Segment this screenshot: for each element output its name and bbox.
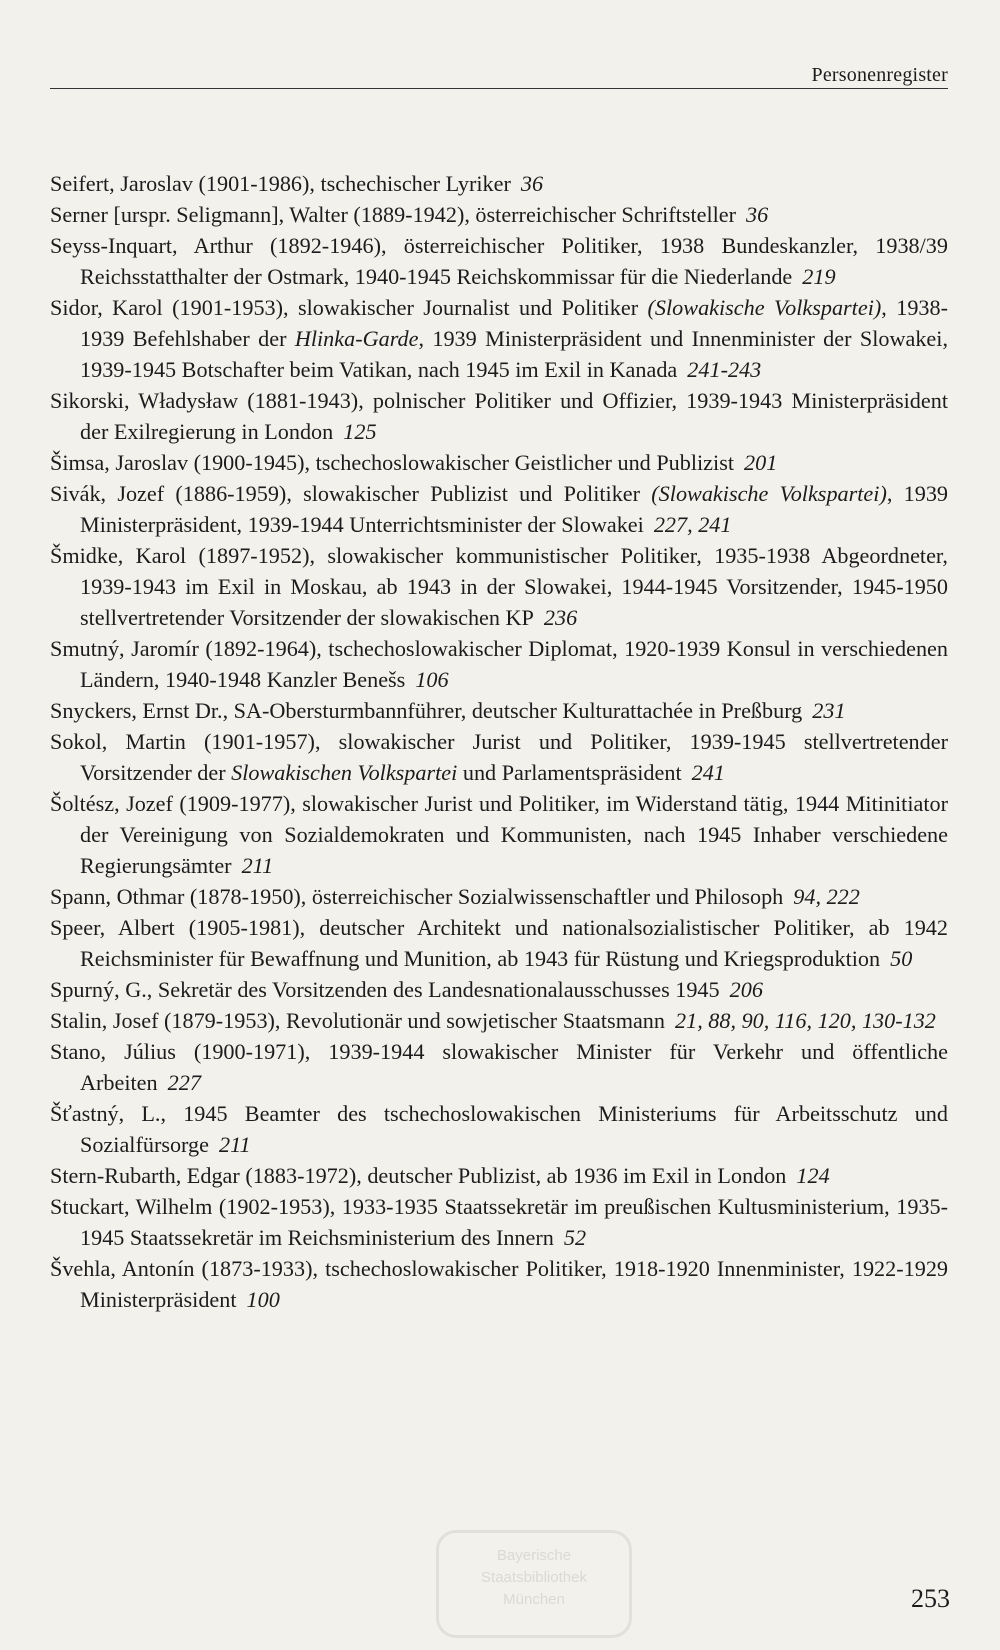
entry-italic-text: (Slowakische Volkspartei) [651, 481, 887, 506]
entry-page-refs: 100 [246, 1287, 280, 1312]
entry-page-refs: 236 [543, 605, 578, 630]
entry-text: und Parlamentspräsident [457, 760, 682, 785]
stamp-line: München [503, 1591, 565, 1608]
entry-page-refs: 36 [520, 171, 544, 196]
entry-italic-text: Slowakischen Volkspartei [231, 760, 458, 785]
register-entry [50, 974, 948, 1005]
register-entry [50, 199, 948, 230]
register-entry [50, 447, 948, 478]
entry-name: Šmidke, Karol [50, 543, 187, 568]
entry-name: Šimsa, Jaroslav [50, 450, 189, 475]
register-entry [50, 230, 948, 292]
entry-text: (1886-1959), slowakischer Publizist und Politiker [164, 481, 652, 506]
entry-text: , 1938-1939 Befehlshaber der [80, 295, 948, 351]
entry-italic-text: (Slowakische Volkspartei) [647, 295, 882, 320]
register-entry [50, 1098, 948, 1160]
entry-page-refs: 106 [415, 667, 449, 692]
register-entry [50, 385, 948, 447]
entry-text: (1883-1972), deutscher Publizist, ab 1936 im Exil in London [239, 1163, 787, 1188]
entry-text: (1900-1971), 1939-1944 slowakischer Minister für Verkehr und öffentliche Arbeiten [80, 1039, 948, 1095]
entry-text: (1873-1933), tschechoslowakischer Politiker, 1918-1920 Innenminister, 1922-1929 Ministerpräsident [80, 1256, 949, 1312]
page-number: 253 [911, 1584, 950, 1613]
entry-name: Stano, Július [50, 1039, 176, 1064]
entry-name: Sivák, Jozef [50, 481, 165, 506]
entry-name: Spann, Othmar [50, 884, 185, 909]
entry-text: (1901-1957), slowakischer Jurist und Politiker, 1939-1945 stellvertretender Vorsitzender der [80, 729, 948, 785]
register-entry [50, 1160, 948, 1191]
entry-text: (1878-1950), österreichischer Sozialwissenschaftler und Philosoph [184, 884, 784, 909]
entry-page-refs: 94, 222 [793, 884, 860, 909]
entry-name: Snyckers, Ernst Dr. [50, 698, 223, 723]
entry-page-refs: 241-243 [687, 357, 762, 382]
entry-name: Seifert, Jaroslav [50, 171, 193, 196]
entry-name: Speer, Albert [50, 915, 175, 940]
entry-text: (1905-1981), deutscher Architekt und nationalsozialistischer Politiker, ab 1942 Reichsminister für Bewaffnung und Munition, ab 1943 für Rüstung und Kriegsproduktion [80, 915, 948, 971]
entry-text: (1879-1953), Revolutionär und sowjetischer Staatsmann [158, 1008, 665, 1033]
entry-page-refs: 50 [890, 946, 913, 971]
entry-page-refs: 21, 88, 90, 116, 120, 130-132 [675, 1008, 936, 1033]
register-entry [50, 1005, 948, 1036]
entry-name: Spurný, G. [50, 977, 147, 1002]
header-title: Personenregister [811, 64, 948, 86]
entry-name: Sidor, Karol [50, 295, 163, 320]
entry-text: , Sekretär des Vorsitzenden des Landesnationalausschusses 1945 [146, 977, 720, 1002]
entry-italic-text: Hlinka-Garde [294, 326, 419, 351]
register-entry [50, 1036, 948, 1098]
entry-page-refs: 211 [241, 853, 274, 878]
register-entry [50, 912, 948, 974]
stamp-line: Bayerische [496, 1547, 572, 1564]
entry-name: Serner [urspr. Seligmann], Walter [50, 202, 348, 227]
entry-name: Švehla, Antonín [50, 1256, 195, 1281]
entry-text: , 1945 Beamter des tschechoslowakischen Ministeriums für Arbeitsschutz und Sozialfürsorge [80, 1101, 948, 1157]
entry-name: Seyss-Inquart, Arthur [50, 233, 253, 258]
register-entry [50, 292, 948, 385]
entry-page-refs: 36 [746, 202, 769, 227]
entry-page-refs: 231 [812, 698, 846, 723]
register-entry [50, 633, 948, 695]
entry-name: Sokol, Martin [50, 729, 186, 754]
register-entry [50, 881, 948, 912]
register-entry [50, 540, 948, 633]
entry-page-refs: 219 [802, 264, 836, 289]
register-entry [50, 695, 948, 726]
entry-text: (1902-1953), 1933-1935 Staatssekretär im preußischen Kultusministerium, 1935-1945 Staatssekretär im Reichsministerium des Innern [80, 1194, 948, 1250]
entry-page-refs: 124 [796, 1163, 830, 1188]
entry-name: Smutný, Jaromír [50, 636, 199, 661]
entry-page-refs: 52 [563, 1225, 587, 1250]
register-entries [50, 168, 948, 1315]
entry-text: , SA-Obersturmbannführer, deutscher Kulturattachée in Preßburg [222, 698, 803, 723]
register-entry [50, 1191, 948, 1253]
entry-text: , 1939 Ministerpräsident, 1939-1944 Unterrichtsminister der Slowakei [80, 481, 949, 537]
entry-text: (1901-1953), slowakischer Journalist und Politiker [162, 295, 648, 320]
entry-page-refs: 201 [744, 450, 778, 475]
entry-name: Šťastný, L. [50, 1101, 161, 1126]
entry-page-refs: 206 [729, 977, 763, 1002]
entry-text: (1901-1986), tschechischer Lyriker [192, 171, 511, 196]
entry-page-refs: 241 [691, 760, 725, 785]
entry-page-refs: 227 [167, 1070, 201, 1095]
running-header [50, 62, 948, 89]
register-entry [50, 1253, 948, 1315]
entry-name: Stalin, Josef [50, 1008, 159, 1033]
register-entry [50, 788, 948, 881]
entry-text: , 1939 Ministerpräsident und Innenminister der Slowakei, 1939-1945 Botschafter beim Vatikan, nach 1945 im Exil in Kanada [80, 326, 948, 382]
entry-name: Šoltész, Jozef [50, 791, 173, 816]
entry-page-refs: 211 [219, 1132, 251, 1157]
register-entry [50, 478, 948, 540]
entry-text: (1892-1964), tschechoslowakischer Diplomat, 1920-1939 Konsul in verschiedenen Ländern, 1940-1948 Kanzler Benešs [80, 636, 948, 692]
stamp-line: Staatsbibliothek [481, 1569, 587, 1586]
register-entry [50, 726, 948, 788]
entry-name: Sikorski, Władysław [50, 388, 239, 413]
entry-page-refs: 125 [343, 419, 377, 444]
register-entry [50, 168, 948, 199]
entry-text: (1897-1952), slowakischer kommunistischer Politiker, 1935-1938 Abgeordneter, 1939-1943 im Exil in Moskau, ab 1943 in der Slowakei, 1944-1945 Vorsitzender, 1945-1950 stellvertretender Vorsitzender der slowakischen KP [80, 543, 948, 630]
entry-text: (1889-1942), österreichischer Schriftsteller [347, 202, 737, 227]
entry-name: Stern-Rubarth, Edgar [50, 1163, 240, 1188]
entry-text: (1892-1946), österreichischer Politiker, 1938 Bundeskanzler, 1938/39 Reichsstatthalter der Ostmark, 1940-1945 Reichskommissar für die Niederlande [80, 233, 948, 289]
entry-text: (1900-1945), tschechoslowakischer Geistlicher und Publizist [188, 450, 734, 475]
entry-text: (1881-1943), polnischer Politiker und Offizier, 1939-1943 Ministerpräsident der Exilregierung in London [80, 388, 948, 444]
entry-text: (1909-1977), slowakischer Jurist und Politiker, im Widerstand tätig, 1944 Mitinitiator der Vereinigung von Sozialdemokraten und Kommunisten, nach 1945 Inhaber verschiedene Regierungsämter [80, 791, 948, 878]
library-stamp [436, 1530, 632, 1638]
entry-page-refs: 227, 241 [653, 512, 732, 537]
entry-name: Stuckart, Wilhelm [50, 1194, 213, 1219]
